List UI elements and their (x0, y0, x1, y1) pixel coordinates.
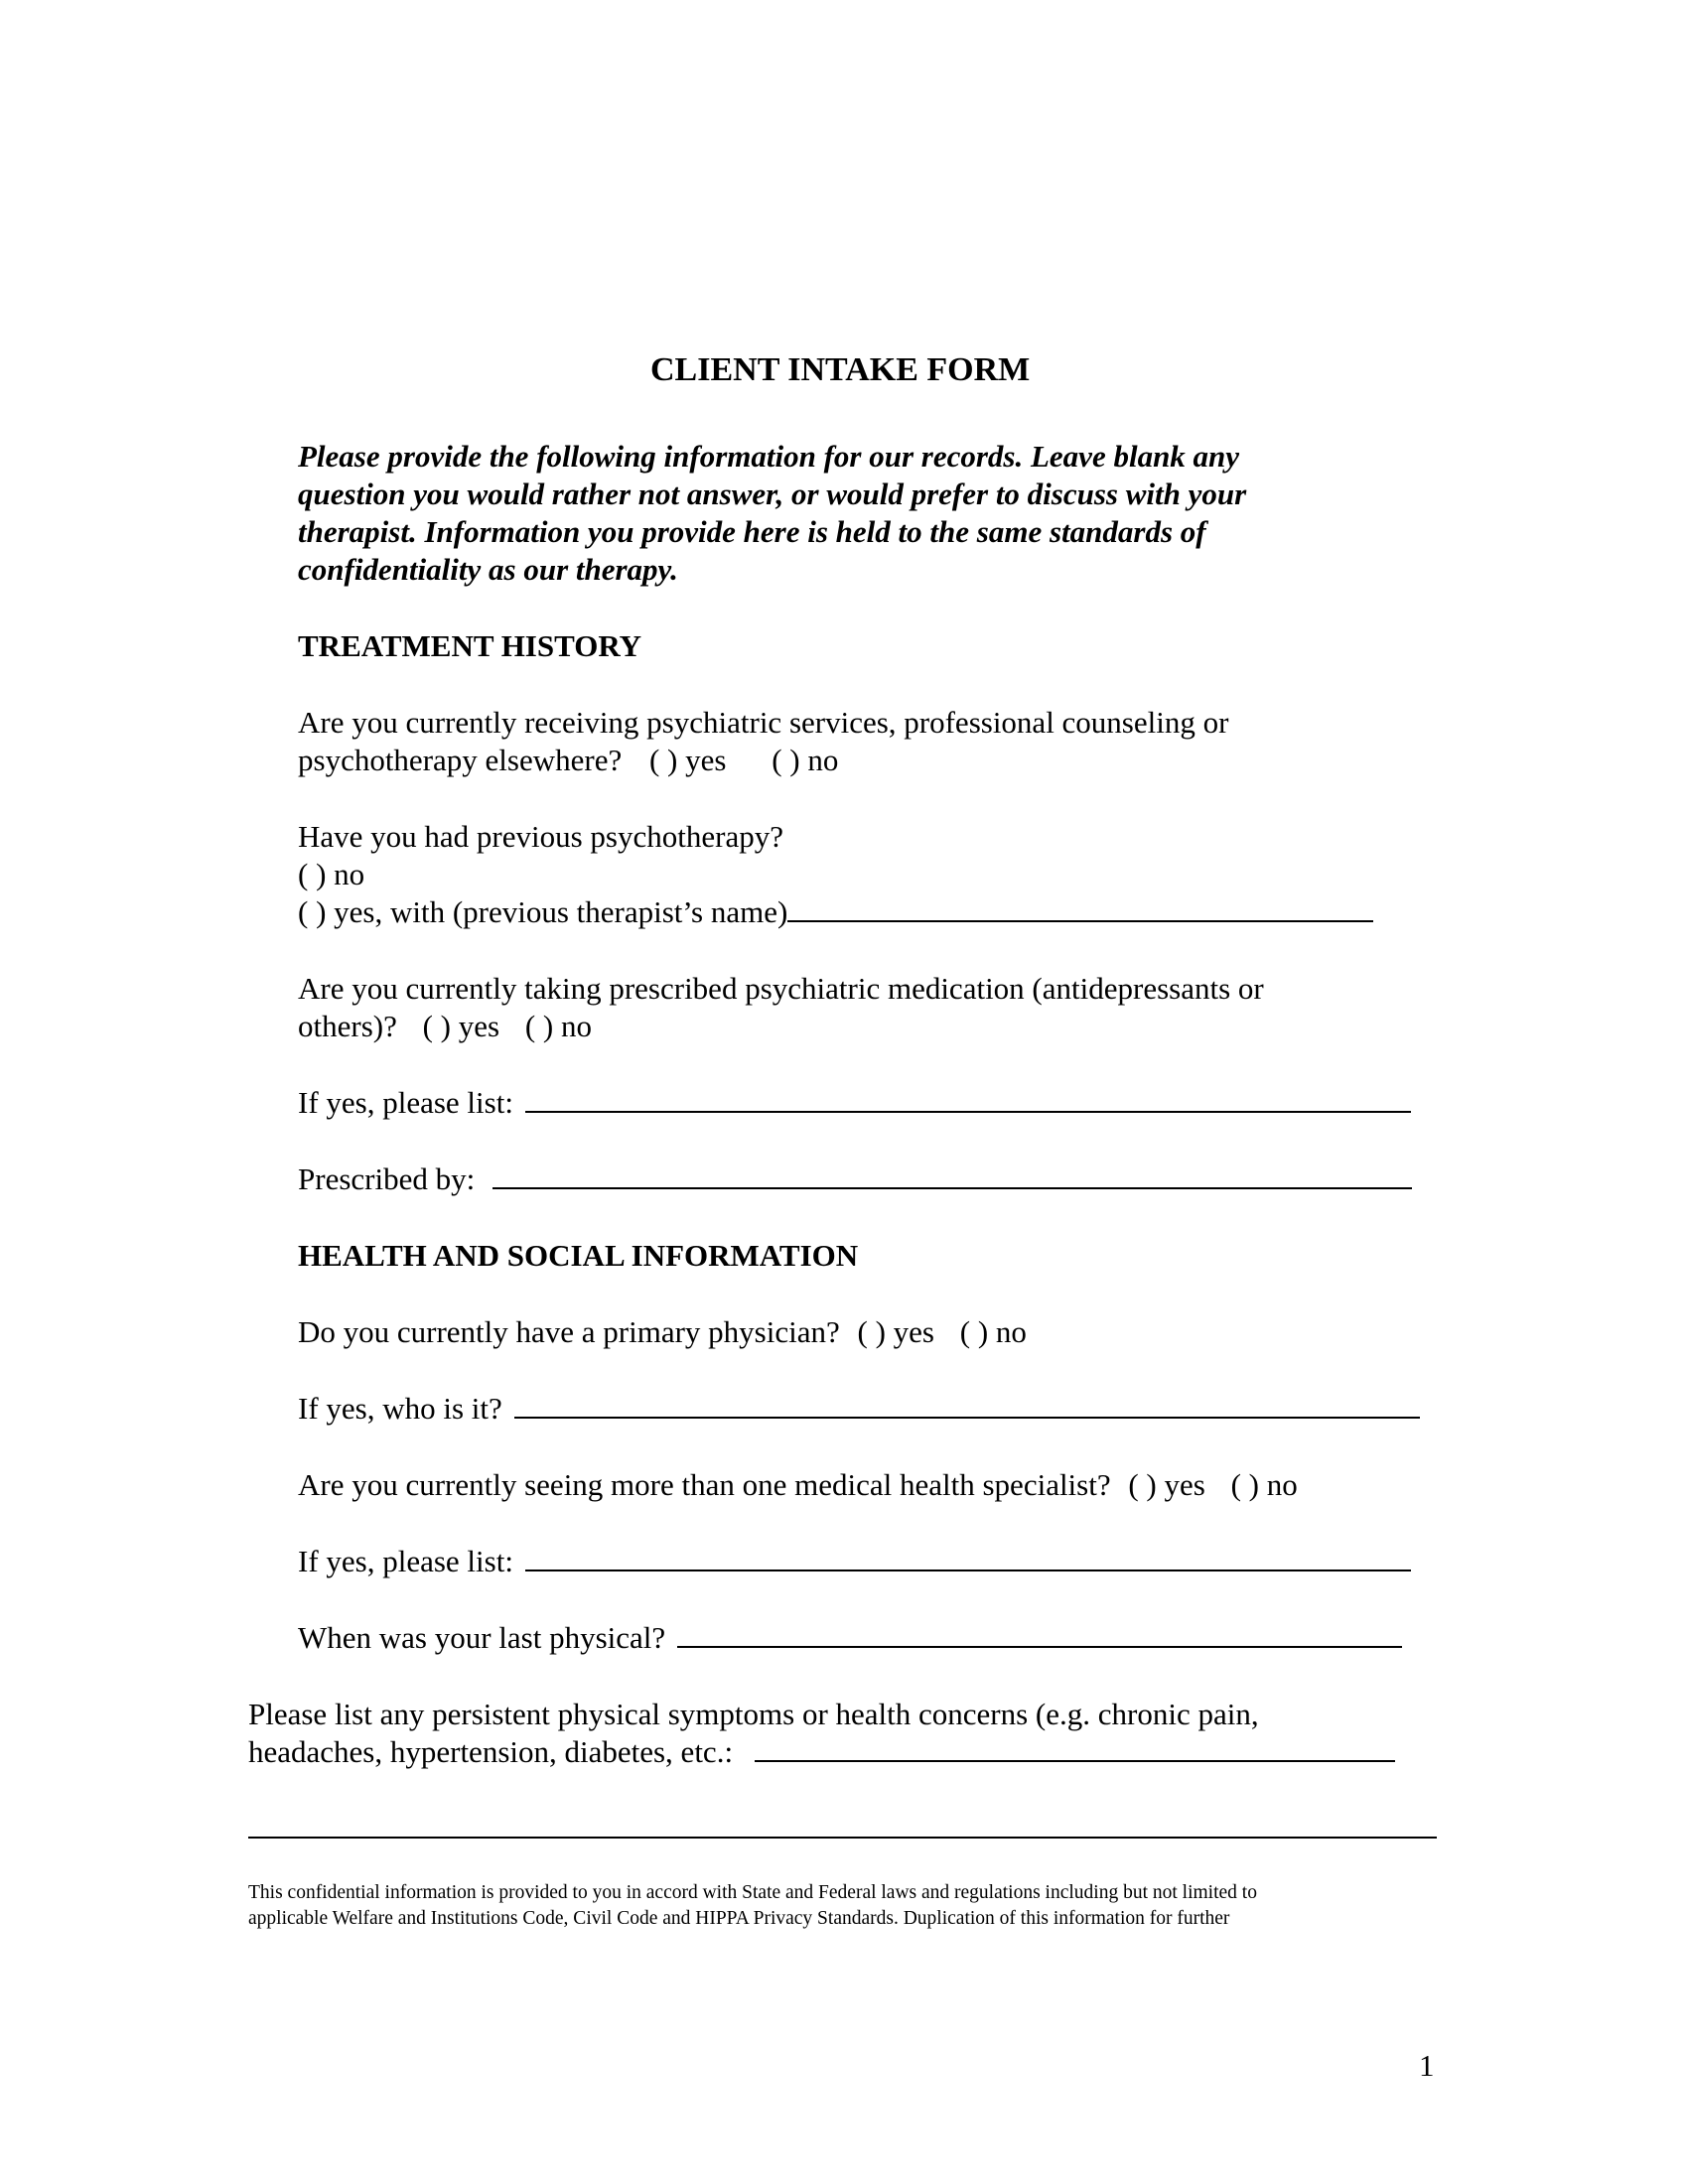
question-previous-therapy: Have you had previous psychotherapy? (298, 819, 783, 854)
specialists-list-label: If yes, please list: (298, 1544, 513, 1578)
previous-therapy-yes-option[interactable]: ( ) yes, with (previous therapist’s name) (298, 894, 788, 929)
page-title: CLIENT INTAKE FORM (650, 351, 1031, 388)
previous-therapy-yes-row (298, 893, 1373, 931)
medication-list-field[interactable] (525, 1084, 1411, 1113)
symptoms-label: headaches, hypertension, diabetes, etc.: (248, 1734, 734, 1769)
question-text: Are you currently seeing more than one medical health specialist? (298, 1467, 1111, 1502)
question-text: Do you currently have a primary physician? (298, 1314, 840, 1349)
question-current-services-line2 (298, 742, 838, 779)
previous-therapy-no-option[interactable]: ( ) no (298, 857, 365, 891)
primary-physician-yes-option[interactable]: ( ) yes (857, 1314, 934, 1349)
physician-name-row (298, 1390, 1420, 1428)
symptoms-row (248, 1733, 1395, 1771)
symptoms-field-continued[interactable] (248, 1810, 1437, 1839)
intro-line: therapist. Information you provide here is held to the same standards of (298, 514, 1206, 549)
page-number: 1 (1419, 2048, 1435, 2083)
footer-line: This confidential information is provided to you in accord with State and Federal laws and regulations including but not limited to (248, 1882, 1257, 1903)
question-specialists (298, 1466, 1298, 1504)
treatment-history-heading: TREATMENT HISTORY (298, 628, 642, 663)
medication-yes-option[interactable]: ( ) yes (422, 1009, 500, 1043)
question-symptoms: Please list any persistent physical symptoms or health concerns (e.g. chronic pain, (248, 1697, 1259, 1731)
physician-name-label: If yes, who is it? (298, 1391, 502, 1426)
intro-line: Please provide the following information for our records. Leave blank any (298, 439, 1240, 474)
current-services-no-option[interactable]: ( ) no (772, 743, 839, 777)
question-medication: Are you currently taking prescribed psychiatric medication (antidepressants or (298, 971, 1264, 1006)
question-text: psychotherapy elsewhere? (298, 743, 623, 777)
medication-list-row (298, 1084, 1411, 1122)
specialists-no-option[interactable]: ( ) no (1230, 1467, 1298, 1502)
specialists-list-field[interactable] (525, 1543, 1411, 1571)
health-social-heading: HEALTH AND SOCIAL INFORMATION (298, 1238, 859, 1273)
previous-therapist-name-field[interactable] (787, 893, 1373, 922)
last-physical-row (298, 1619, 1402, 1657)
last-physical-field[interactable] (677, 1619, 1402, 1648)
question-medication-line2 (298, 1008, 592, 1045)
prescribed-by-field[interactable] (492, 1160, 1412, 1189)
intro-line: confidentiality as our therapy. (298, 552, 678, 587)
prescribed-by-label: Prescribed by: (298, 1161, 476, 1196)
physician-name-field[interactable] (514, 1390, 1420, 1419)
medication-list-label: If yes, please list: (298, 1085, 513, 1120)
prescribed-by-row (298, 1160, 1412, 1198)
specialists-list-row (298, 1543, 1411, 1580)
current-services-yes-option[interactable]: ( ) yes (648, 743, 727, 777)
intro-line: question you would rather not answer, or would prefer to discuss with your (298, 477, 1247, 511)
specialists-yes-option[interactable]: ( ) yes (1128, 1467, 1205, 1502)
last-physical-label: When was your last physical? (298, 1620, 666, 1655)
question-primary-physician (298, 1313, 1027, 1351)
primary-physician-no-option[interactable]: ( ) no (959, 1314, 1027, 1349)
question-text: others)? (298, 1009, 397, 1043)
footer-line: applicable Welfare and Institutions Code, Civil Code and HIPPA Privacy Standards. Duplication of this information for further (248, 1908, 1230, 1929)
symptoms-field[interactable] (755, 1733, 1395, 1762)
question-current-services: Are you currently receiving psychiatric services, professional counseling or (298, 705, 1229, 740)
medication-no-option[interactable]: ( ) no (524, 1009, 592, 1043)
